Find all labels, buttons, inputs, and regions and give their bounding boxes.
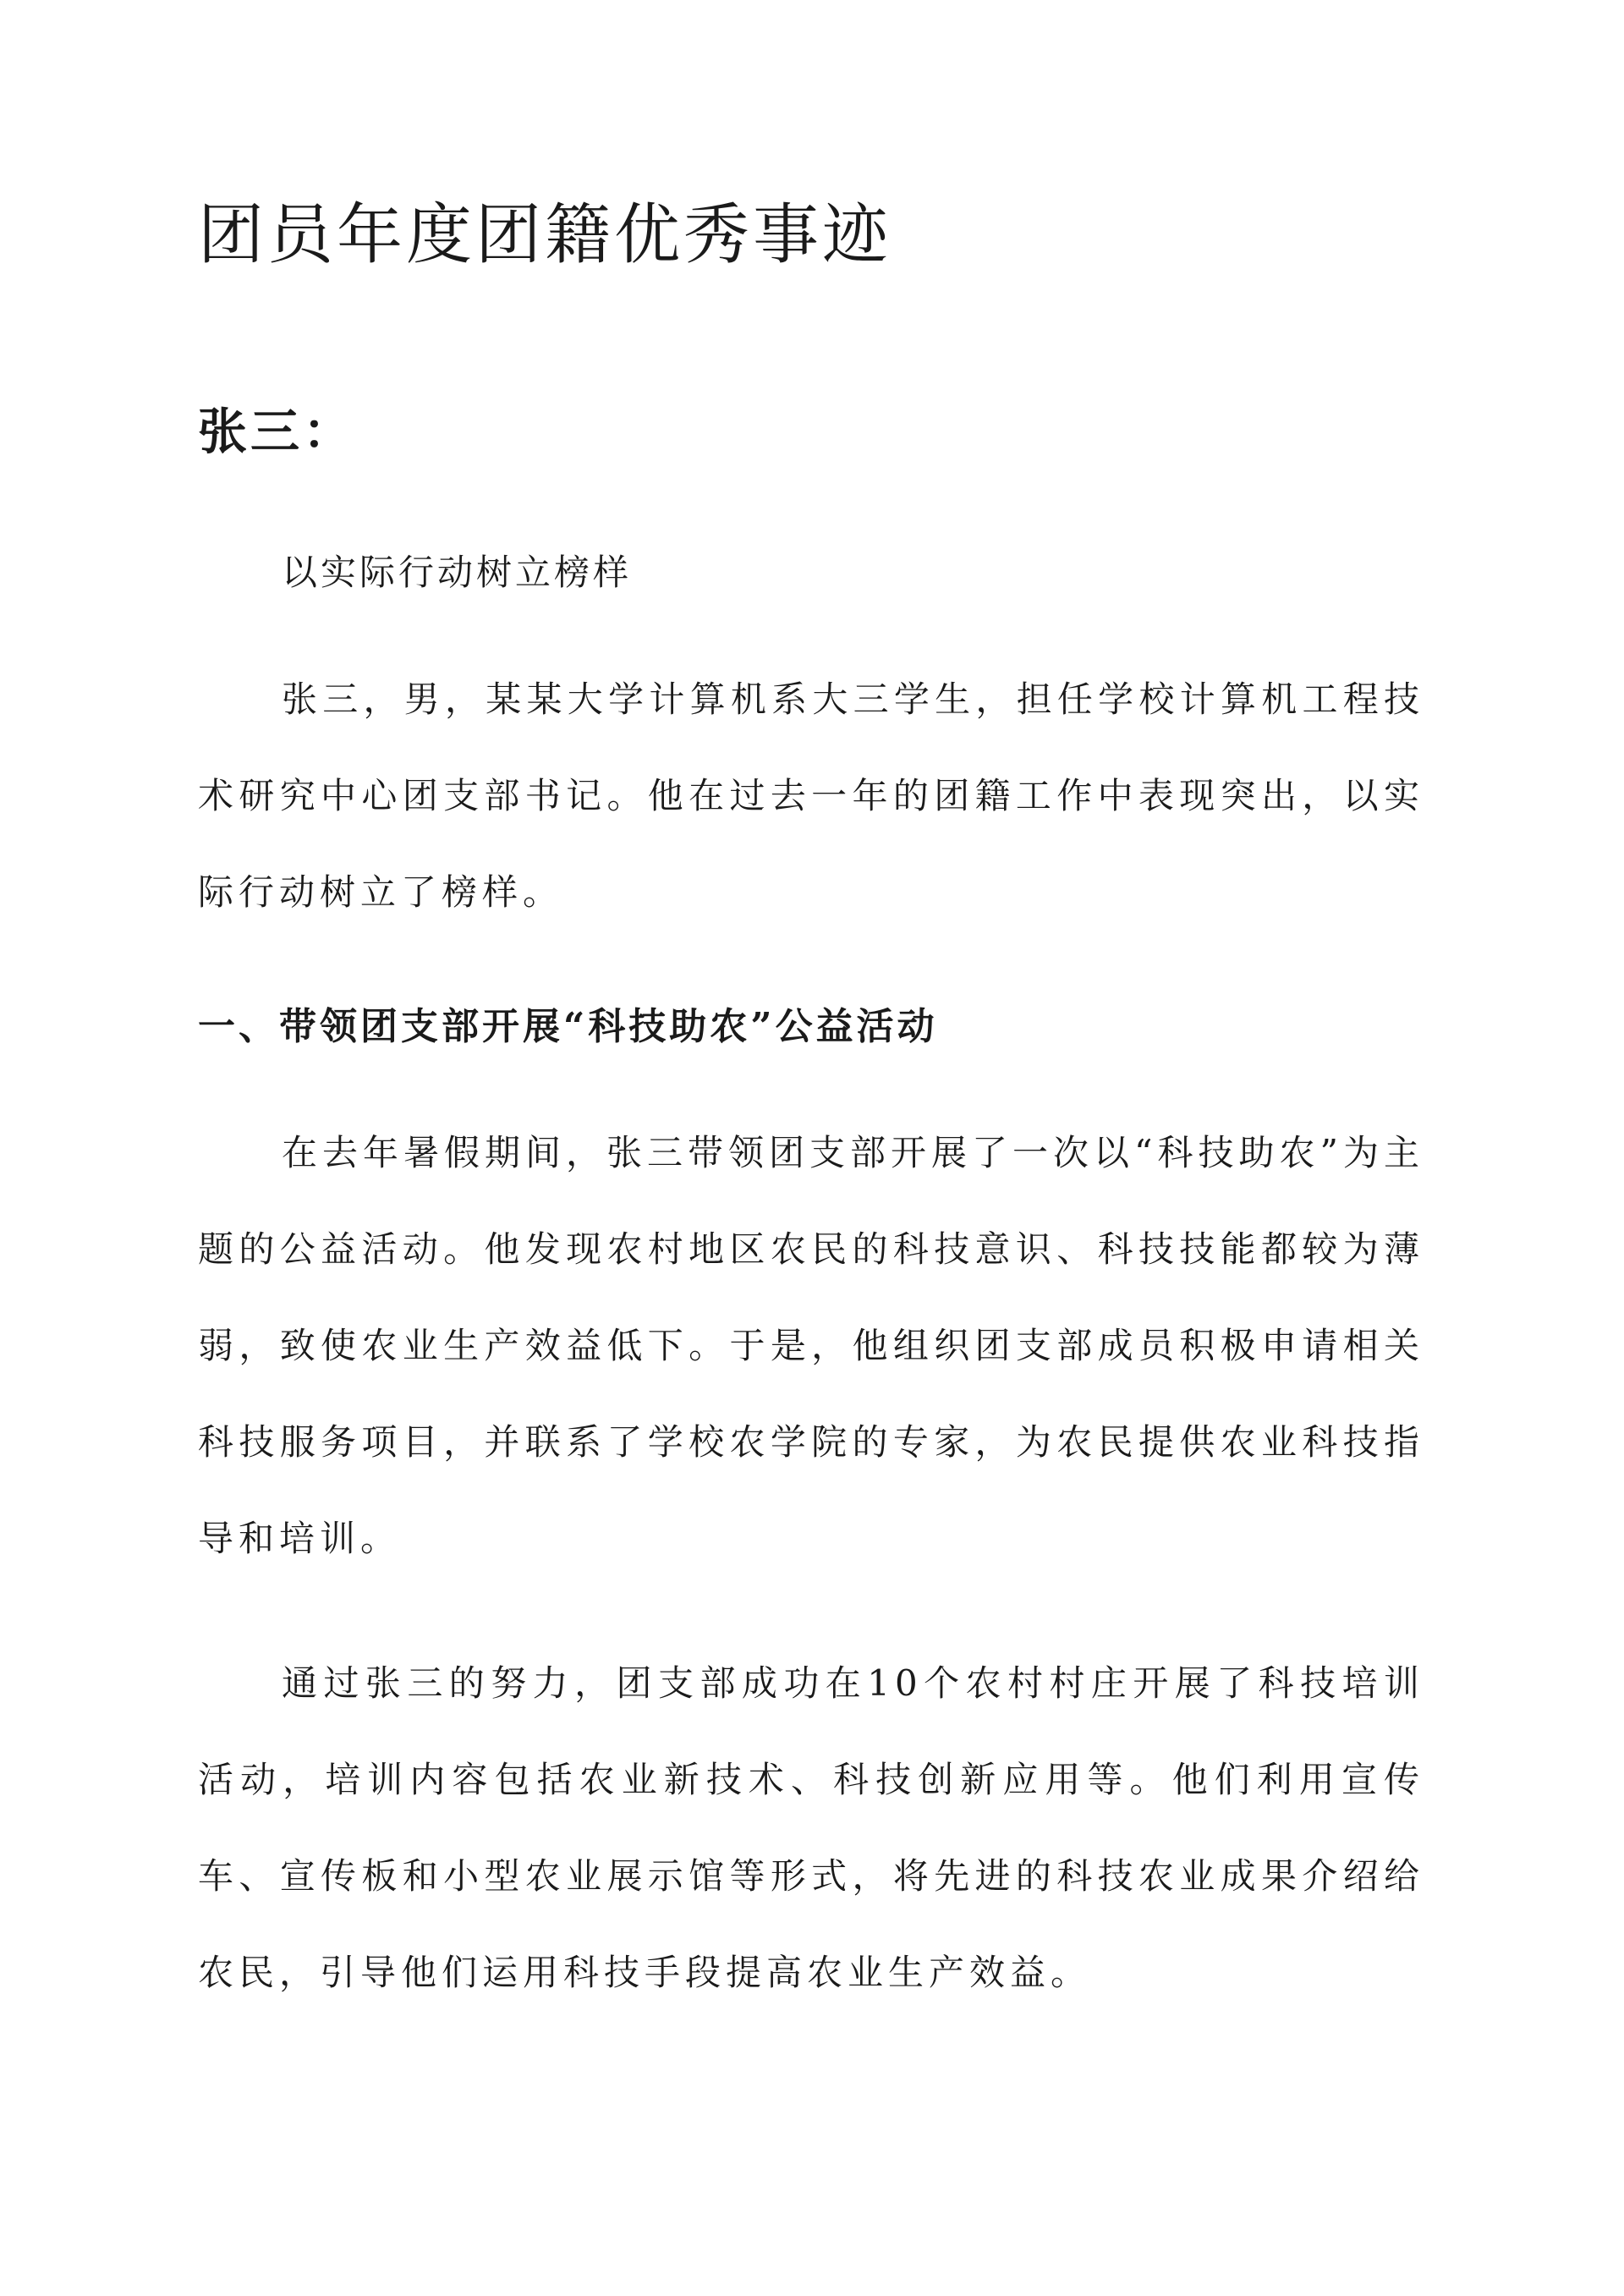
body-paragraph: 在去年暑假期间，张三带领团支部开展了一次以“科技助农”为主题的公益活动。他发现农村地区农民的科技意识、科技技能都较为薄弱，致使农业生产效益低下。于是，他组织团支部成员积极申请相关科技服务项目，并联系了学校农学院的专家，为农民提供农业科技指导和培训。	[198, 1132, 1424, 1559]
section-heading: 一、带领团支部开展“科技助农”公益活动	[198, 1005, 938, 1048]
person-heading: 张三：	[198, 403, 356, 460]
subtitle: 以实际行动树立榜样	[282, 552, 633, 593]
document-title: 团员年度团籍优秀事迹	[198, 197, 892, 273]
body-paragraph: 通过张三的努力，团支部成功在10个农村村庄开展了科技培训活动，培训内容包括农业新技术、科技创新应用等。他们利用宣传车、宣传板和小型农业展示馆等形式，将先进的科技农业成果介绍给农民，引导他们运用科技手段提高农业生产效益。	[198, 1662, 1424, 1993]
intro-paragraph: 张三，男，某某大学计算机系大三学生，担任学校计算机工程技术研究中心团支部书记。他在过去一年的团籍工作中表现突出，以实际行动树立了榜样。	[198, 678, 1424, 913]
